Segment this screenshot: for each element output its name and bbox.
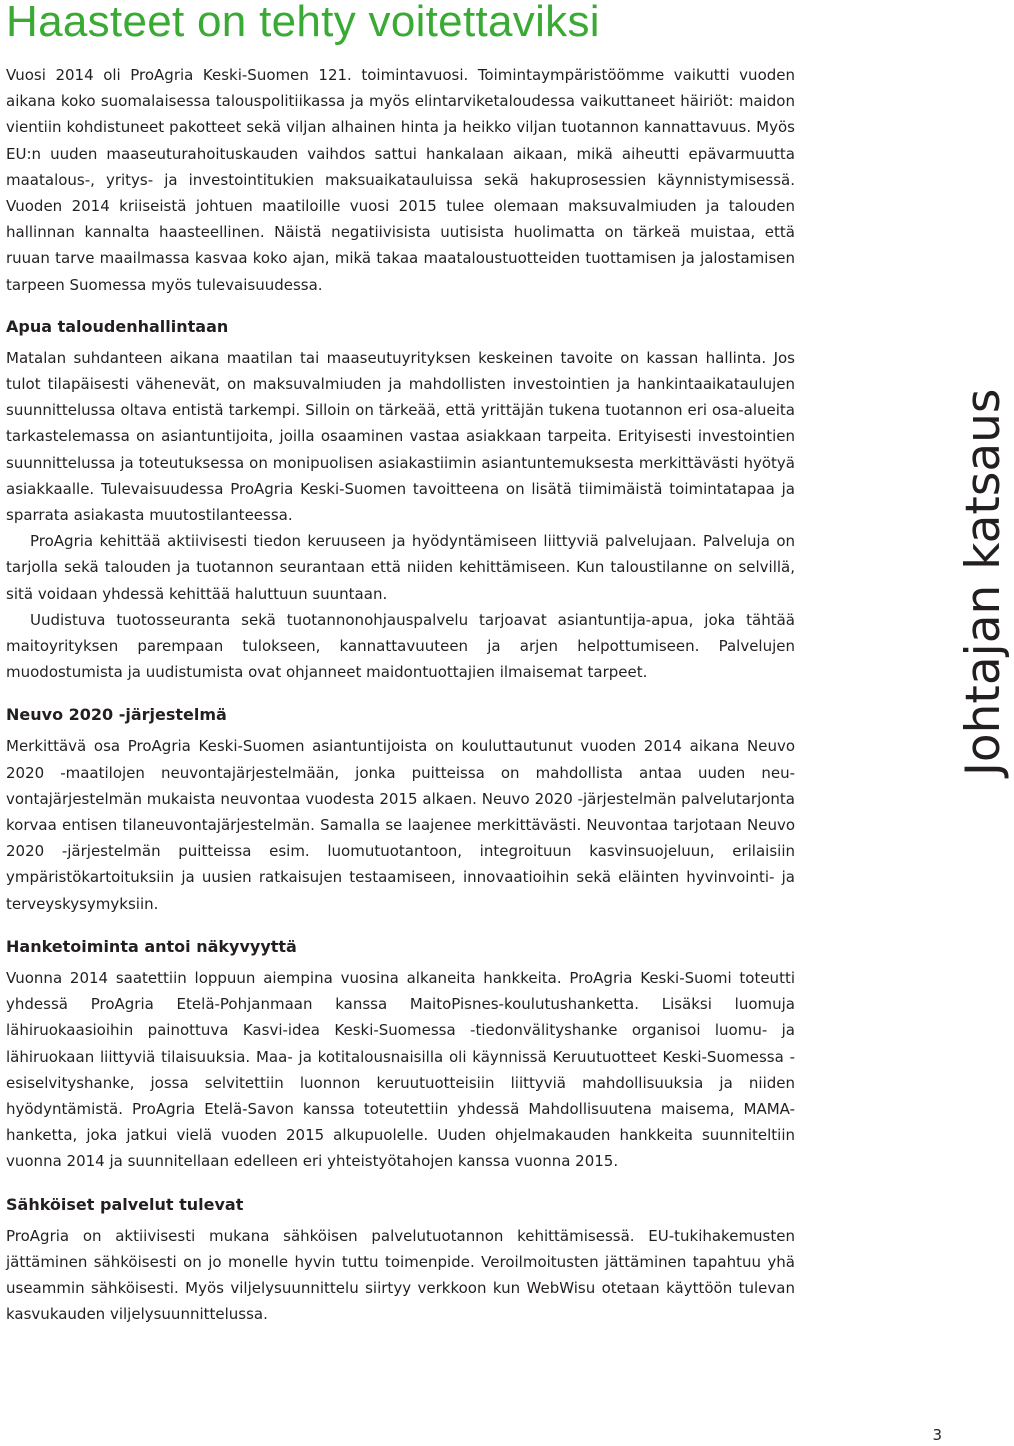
section-paragraph: Merkittävä osa ProAgria Keski-Suomen asiantuntijoista on kouluttautunut vuoden 2014 aikana Neuvo 2020 -maatilojen neuvontajärjestelmään, jonka puitteissa on mahdollista antaa uuden neuvontajärjestelmän mukaista neuvontaa vuodesta 2015 alkaen. Neuvo 2020 -järjestelmän palvelutarjonta korvaa entisen tilaneuvontajärjestelmän. Samalla se laajenee merkittävästi. Neuvontaa tarjotaan Neuvo 2020 -järjestelmän puitteissa esim. luomutuotantoon, integroituun kasvinsuojeluun, erilaisiin ympäristökartoituksiin ja uusien ratkaisujen testaamiseen, innovaatioihin sekä eläinten hyvinvointi- ja terveyskysymyksiin.	[6, 737, 795, 913]
sidebar-section-label-text: Johtajan katsaus	[956, 388, 1011, 776]
page-title: Haasteet on tehty voitettaviksi	[6, 0, 600, 46]
section-paragraph: ProAgria on aktiivisesti mukana sähköisen palvelutuotannon kehittämisessä. EU-tukihakemusten jättäminen sähköisesti on jo monelle hyvin tuttu toimenpide. Veroilmoitusten jättäminen tapahtuu yhä useammin sähköisesti. Myös viljelysuunnittelu siirtyy verkkoon kun WebWisu otetaan käyttöön tulevan kasvukauden viljelysuunnittelussa.	[6, 1226, 795, 1324]
section-heading: Neuvo 2020 -järjestelmä	[6, 705, 227, 725]
section-heading: Hanketoiminta antoi näkyvyyttä	[6, 936, 297, 956]
sidebar-section-label	[886, 0, 1011, 800]
section-heading: Apua taloudenhallintaan	[6, 316, 229, 336]
article-body	[6, 62, 795, 1327]
section-paragraph: ProAgria kehittää aktiivisesti tiedon keruuseen ja hyödyntämiseen liittyviä palvelujaan. Palveluja on tarjolla sekä talouden ja tuotannon seurantaan että niiden kehittämiseen. Kun taloustilanne on selvillä, sitä voidaan yhdessä kehittää haluttuun suuntaan.	[6, 532, 795, 603]
section-heading: Sähköiset palvelut tulevat	[6, 1194, 244, 1214]
section-paragraph: Uudistuva tuotosseuranta sekä tuotannonohjauspalvelu tarjoavat asiantuntija-apua, joka tähtää maitoyrityksen parempaan tulokseen, kannattavuuteen ja arjen helpottumiseen. Palvelujen muodostumista ja uudistumista ovat ohjanneet maidontuottajien ilmaisemat tarpeet.	[6, 610, 795, 682]
page-number: 3	[932, 1426, 942, 1444]
section-paragraph: Vuonna 2014 saatettiin loppuun aiempina vuosina alkaneita hankkeita. ProAgria Keski-Suomi toteutti yhdessä ProAgria Etelä-Pohjanmaan kanssa MaitoPisnes-koulutushanketta. Lisäksi luomuja lähiruokaasioihin painottuva Kasvi-idea Keski-Suomessa -tiedonvälityshanke organisoi luomu- ja lähiruokaan liittyviä tilaisuuksia. Maa- ja kotitalousnaisilla oli käynnissä Keruutuotteet Keski-Suomessa -esiselvityshanke, jossa selvitettiin luonnon keruutuotteisiin liittyviä mahdollisuuksia ja niiden hyödyntämistä. ProAgria Etelä-Savon kanssa toteutettiin yhdessä Mahdollisuutena maisema, MAMA-hanketta, joka jatkui vielä vuoden 2015 alkupuolelle. Uuden ohjelmakauden hankkeita suunniteltiin vuonna 2014 ja suunnitellaan edelleen eri yhteistyötahojen kanssa vuonna 2015.	[6, 968, 795, 1171]
intro-paragraph: Vuosi 2014 oli ProAgria Keski-Suomen 121. toimintavuosi. Toimintaympäristöömme vaikutti vuoden aikana koko suomalaisessa talouspolitiikassa ja myös elintarviketaloudessa vaikuttaneet häiriöt: maidon vientiin kohdistuneet pakotteet sekä viljan alhainen hinta ja heikko viljan tuotannon kannattavuus. Myös EU:n uuden maaseuturahoituskauden vaihdos sattui hankalaan aikaan, mikä aiheutti epävarmuutta maatalous-, yritys- ja investointitukien maksuaikatauluissa sekä hakuprosessien käynnistymisessä. Vuoden 2014 kriiseistä johtuen maatiloille vuosi 2015 tulee olemaan maksuvalmiuden ja talouden hallinnan kannalta haasteellinen. Näistä negatiivisista uutisista huolimatta on tärkeä muistaa, että ruuan tarve maailmassa kasvaa koko ajan, mikä takaa maataloustuotteiden tuottamisen ja jalostamisen tarpeen Suomessa myös tulevaisuudessa.	[6, 66, 795, 294]
section-paragraph: Matalan suhdanteen aikana maatilan tai maaseutuyrityksen keskeinen tavoite on kassan hallinta. Jos tulot tilapäisesti vähenevät, on maksuvalmiuden ja mahdollisten investointien ja hankintaaikataulujen suunnittelussa oltava entistä tarkempi. Silloin on tärkeää, että yrittäjän tukena tuotannon eri osa-alueita tarkastelemassa on asiantuntijoita, joilla osaaminen vastaa asiakkaan tarpeita. Erityisesti investointien suunnittelussa ja toteutuksessa on monipuolisen asiakastiimin asiantuntemuksesta merkittävästi hyötyä asiakkaalle. Tulevaisuudessa ProAgria Keski-Suomen tavoitteena on lisätä tiimimäistä toimintatapaa ja sparrata asiakasta muutostilanteessa.	[6, 348, 795, 525]
